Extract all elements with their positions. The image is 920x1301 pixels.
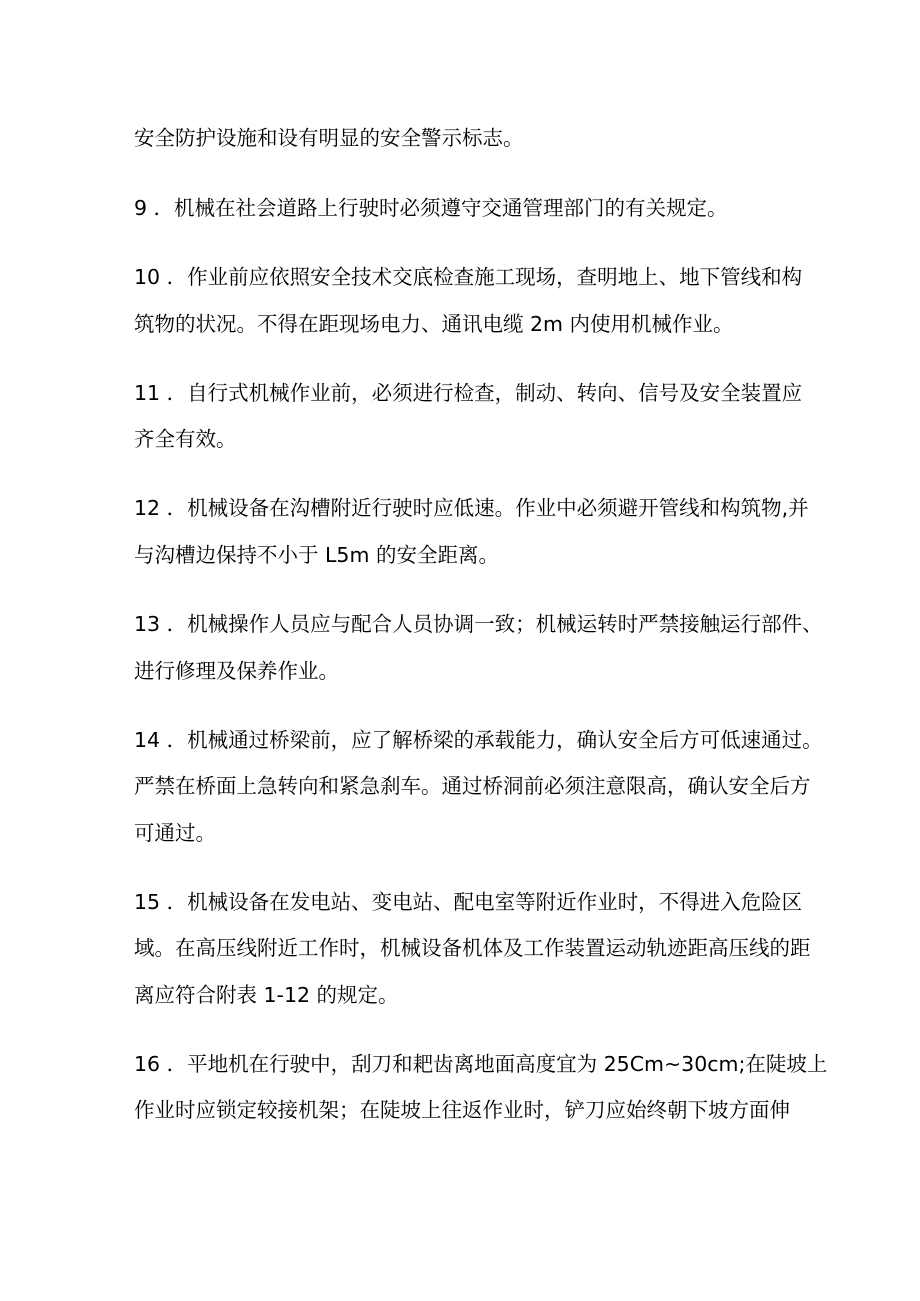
- text-line: 安全防护设施和设有明显的安全警示标志。: [134, 126, 524, 150]
- text-line: 进行修理及保养作业。: [134, 659, 339, 683]
- text-line: 12 ．机械设备在沟槽附近行驶时应低速。作业中必须避开管线和构筑物,并: [134, 496, 809, 520]
- text-line: 可通过。: [134, 821, 216, 845]
- text-line: 齐全有效。: [134, 427, 237, 451]
- text-line: 15 ．机械设备在发电站、变电站、配电室等附近作业时，不得进入危险区: [134, 890, 803, 914]
- text-line: 11 ．自行式机械作业前，必须进行检查，制动、转向、信号及安全装置应: [134, 381, 803, 405]
- text-line: 筑物的状况。不得在距现场电力、通讯电缆 2m 内使用机械作业。: [134, 312, 734, 336]
- text-line: 16 ．平地机在行驶中，刮刀和耙齿离地面高度宜为 25Cm~30cm;在陡坡上: [134, 1052, 828, 1076]
- text-line: 与沟槽边保持不小于 L5m 的安全距离。: [134, 543, 499, 567]
- text-line: 10 ．作业前应依照安全技术交底检查施工现场，查明地上、地下管线和构: [134, 265, 803, 289]
- text-line: 14 ．机械通过桥梁前，应了解桥梁的承载能力，确认安全后方可低速通过。: [134, 728, 823, 752]
- text-line: 离应符合附表 1-12 的规定。: [134, 983, 399, 1007]
- text-line: 域。在高压线附近工作时，机械设备机体及工作装置运动轨迹距高压线的距: [134, 936, 811, 960]
- text-line: 13 ．机械操作人员应与配合人员协调一致；机械运转时严禁接触运行部件、: [134, 612, 823, 636]
- text-line: 9 ．机械在社会道路上行驶时必须遵守交通管理部门的有关规定。: [134, 196, 728, 220]
- text-line: 作业时应锁定较接机架；在陡坡上往返作业时，铲刀应始终朝下坡方面伸: [134, 1098, 790, 1122]
- text-line: 严禁在桥面上急转向和紧急刹车。通过桥洞前必须注意限高，确认安全后方: [134, 774, 811, 798]
